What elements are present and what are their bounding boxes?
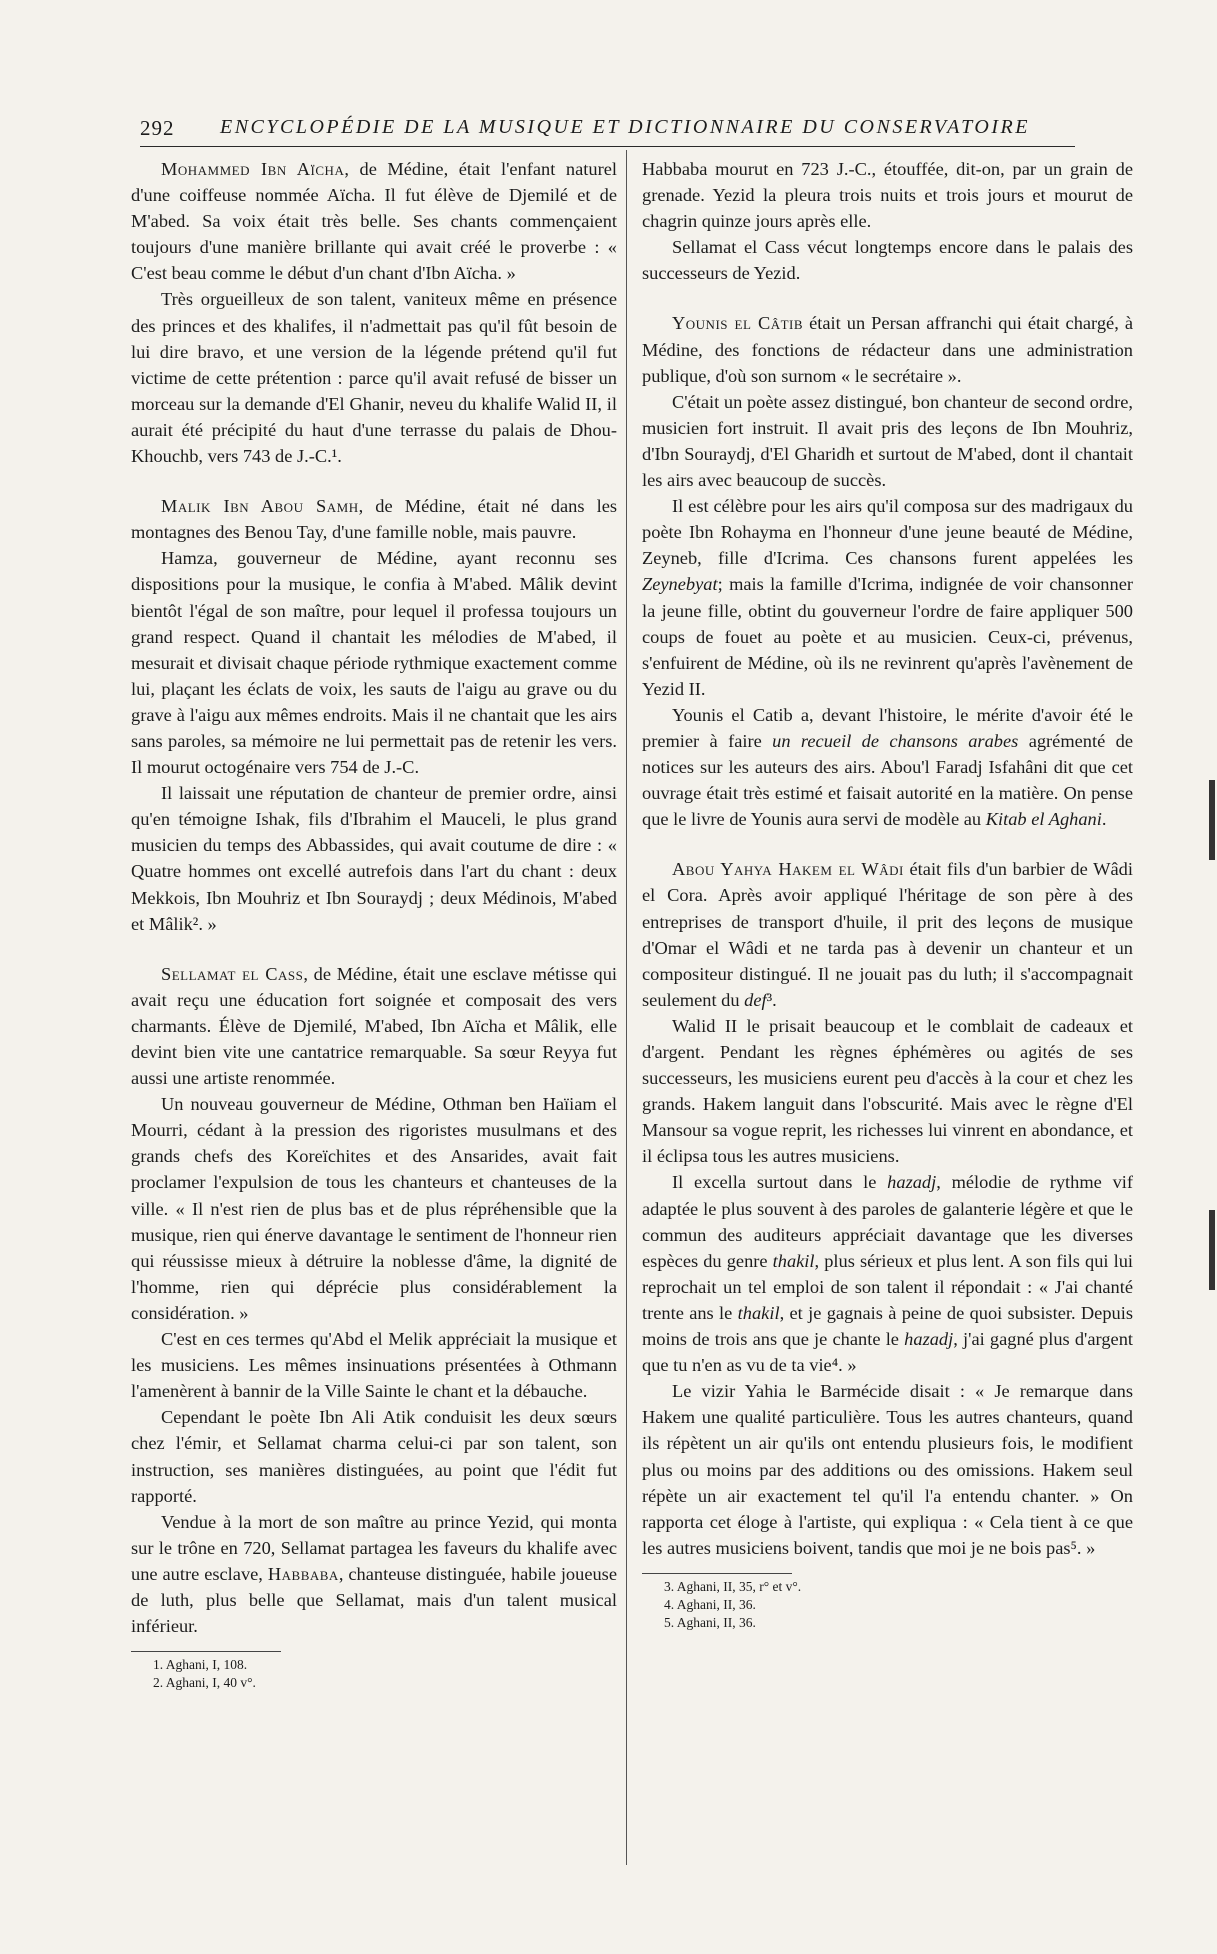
footnote: 4. Aghani, II, 36. [664, 1596, 756, 1612]
paragraph [131, 493, 617, 545]
left-column [131, 156, 617, 1692]
paragraph [642, 856, 1133, 1013]
paragraph: Hamza, gouverneur de Médine, ayant reconnu ses dispositions pour la musique, le confia à M'abed. Mâlik devint bientôt l'égal de son maître, pour lequel il professa toujours un grand respect. Quand il chantait les mélodies de M'abed, il mesurait et divisait chaque période rythmique exactement comme lui, plaçant les éclats de voix, les sauts de l'aigu au grave ou du grave à l'aigu aux mêmes endroits. Mais il ne chantait que les airs sans paroles, sa mémoire ne lui permettait pas de retenir les vers. Il mourut octogénaire vers 754 de J.-C. [131, 548, 617, 778]
paragraph-text: agrémenté de notices sur les auteurs des airs. Abou'l Faradj Isfahâni dit que cet ouvrage était très estimé et faisait autorité en la matière. On pense que le livre de Younis aura servi de modèle au [642, 730, 1134, 830]
scan-edge-mark [1209, 1210, 1215, 1290]
paragraph-text: , de Médine, était né dans les montagnes des Benou Tay, d'une famille noble, mais pauvre. [131, 496, 618, 543]
page-number: 292 [140, 116, 175, 140]
footnote: 1. Aghani, I, 108. [153, 1657, 248, 1673]
running-title: ENCYCLOPÉDIE DE LA MUSIQUE ET DICTIONNAIRE DU CONSERVATOIRE [220, 116, 1030, 138]
italic-term: def [744, 989, 767, 1010]
italic-term: thakil [772, 1250, 815, 1271]
footnote: 2. Aghani, I, 40 v°. [153, 1675, 256, 1691]
paragraph: Sellamat el Cass vécut longtemps encore dans le palais des successeurs de Yezid. [642, 237, 1133, 284]
column-divider [626, 150, 627, 1865]
paragraph-text: . [1101, 809, 1107, 830]
running-header [140, 116, 1075, 147]
paragraph [642, 310, 1133, 388]
paragraph [131, 961, 617, 1091]
footnote: 5. Aghani, II, 36. [664, 1614, 756, 1630]
paragraph-text: ³. [766, 989, 777, 1010]
entry-name: Mohammed Ibn Aïcha [161, 159, 345, 179]
entry-name: Habbaba [267, 1563, 339, 1584]
paragraph-text: était un Persan affranchi qui était chargé, à Médine, des fonctions de rédacteur dans une administration publique, d'où son surnom « le secrétaire ». [642, 313, 1133, 386]
paragraph-text: , plus sérieux et plus lent. A son fils qui lui reprochait un tel emploi de son talent il répondait : « J'ai chanté trente ans le [642, 1250, 1134, 1323]
paragraph-text: , de Médine, était une esclave métisse qui avait reçu une éducation fort soignée et composait des vers charmants. Élève de Djemilé, M'abed, Ibn Aïcha et Mâlik, elle devint bien vite une cantatrice remarquable. Sa sœur Reyya fut aussi une artiste renommée. [131, 963, 617, 1089]
entry-name: Younis el Câtib [672, 313, 804, 334]
italic-term: un recueil de chansons arabes [772, 730, 1019, 751]
paragraph: C'est en ces termes qu'Abd el Melik appréciait la musique et les musiciens. Les mêmes insinuations présentées à Othmann l'amenèrent à bannir de la Ville Sainte le chant et la débauche. [131, 1329, 617, 1402]
italic-term: Kitab el Aghani [985, 809, 1102, 830]
right-column [642, 156, 1133, 1632]
italic-term: thakil [737, 1302, 780, 1323]
italic-term: hazadj [887, 1172, 937, 1193]
footnotes [642, 1573, 802, 1632]
scan-edge-mark [1209, 780, 1215, 860]
entry-name: Abou Yahya Hakem el Wâdi [672, 859, 904, 880]
paragraph: C'était un poète assez distingué, bon chanteur de second ordre, musicien fort instruit. Il avait pris des leçons de Ibn Mouhriz, d'Ibn Souraydj, d'El Gharidh et surtout de M'abed, dont il chantait les airs avec beaucoup de succès. [642, 391, 1133, 491]
paragraph-text: Vendue à la mort de son maître au prince Yezid, qui monta sur le trône en 720, Sellamat partagea les faveurs du khalife avec une autre esclave, [131, 1511, 617, 1584]
paragraph: Walid II le prisait beaucoup et le comblait de cadeaux et d'argent. Pendant les règnes éphémères ou agités de ses successeurs, les musiciens eurent peu d'accès à la cour et chez les grands. Hakem languit dans l'obscurité. Mais avec le règne d'El Mansour sa vogue reprit, les richesses lui vinrent en abondance, et il éclipsa tous les autres musiciens. [642, 1015, 1133, 1167]
paragraph [642, 1169, 1133, 1378]
paragraph-text: était fils d'un barbier de Wâdi el Cora. Après avoir appliqué l'héritage de son père à des entreprises de transport d'huile, il prit des leçons de musique d'Omar el Wâdi et ne tarda pas à devenir un chanteur et un compositeur distingué. Il ne jouait pas du luth; il s'accompagnait seulement du [642, 859, 1133, 1010]
paragraph-text: , mélodie de rythme vif adaptée le plus souvent à des paroles de galanterie légère et que le commun des auditeurs appréciait davantage que les diverses espèces du genre [642, 1172, 1133, 1271]
paragraph: Un nouveau gouverneur de Médine, Othman ben Haïiam el Mourri, cédant à la pression des rigoristes musulmans et des grands chefs des Koreïchites et des Ansarides, avait fait proclamer l'expulsion de tous les chanteurs et chanteuses de la ville. « Il n'est rien de plus bas et de plus répréhensible que la musique, rien qui énerve davantage le sentiment de l'honneur rien qui réussisse mieux à détruire la noblesse d'âme, la dignité de l'homme, rien qui déprécie plus considérablement la considération. » [131, 1094, 617, 1323]
paragraph-text: Younis el Catib a, devant l'histoire, le mérite d'avoir été le premier à faire [642, 704, 1133, 751]
paragraph: Cependant le poète Ibn Ali Atik conduisit les deux sœurs chez l'émir, et Sellamat charma celui-ci par son talent, son instruction, ses manières distinguées, au point que l'édit fut rapporté. [131, 1407, 617, 1506]
paragraph [131, 156, 617, 286]
paragraph: Habbaba mourut en 723 J.-C., étouffée, dit-on, par un grain de grenade. Yezid la pleura trois nuits et trois jours et mourut de chagrin quinze jours après elle. [642, 159, 1133, 232]
paragraph [642, 702, 1133, 832]
paragraph-text: , et je gagnais à peine de quoi subsister. Depuis moins de trois ans que je chante le [642, 1302, 1133, 1350]
paragraph-text: , de Médine, était l'enfant naturel d'une coiffeuse nommée Aïcha. Il fut élève de Djemilé et de M'abed. Sa voix était très belle. Ses chants commençaient toujours d'une manière brillante qui avait créé le proverbe : « C'est beau comme le début d'un chant d'Ibn Aïcha. » [131, 159, 617, 284]
paragraph: Le vizir Yahia le Barmécide disait : « Je remarque dans Hakem une qualité particulière. Tous les autres chanteurs, quand ils répètent un air qu'ils ont entendu plusieurs fois, le modifient plus ou moins par des additions ou des omissions. Hakem seul répète un air exactement tel qu'il l'a entendu chanter. » On rapporta cet éloge à l'artiste, qui expliqua : « Cela tient à ce que les autres musiciens boivent, tandis que moi je ne bois pas⁵. » [642, 1381, 1133, 1558]
entry-name: Malik Ibn Abou Samh [161, 496, 359, 517]
italic-term: hazadj [904, 1329, 954, 1350]
footnote: 3. Aghani, II, 35, r° et v°. [664, 1578, 802, 1594]
paragraph-text: , j'ai gagné plus d'argent que tu n'en as vu de ta vie⁴. » [642, 1329, 1133, 1376]
paragraph [642, 493, 1133, 702]
entry-name: Sellamat el Cass [161, 963, 304, 984]
paragraph-text: , chanteuse distinguée, habile joueuse de luth, plus belle que Sellamat, mais d'un talent musical inférieur. [131, 1563, 618, 1637]
paragraph-text: Il excella surtout dans le [672, 1172, 888, 1193]
footnotes [131, 1651, 281, 1692]
paragraph-text: ; mais la famille d'Icrima, indignée de voir chansonner la jeune fille, obtint du gouverneur l'ordre de faire appliquer 500 coups de fouet au poète et au musicien. Ceux-ci, prévenus, s'enfuirent de Médine, où ils ne revinrent qu'après l'avènement de Yezid II. [642, 574, 1133, 699]
paragraph: Très orgueilleux de son talent, vaniteux même en présence des princes et des khalifes, il n'admettait pas qu'il fût besoin de lui dire bravo, et une version de la légende prétend qu'il fut victime de cette prétention : parce qu'il avait refusé de bisser un morceau sur la demande d'El Ghanir, neveu du khalife Walid II, il aurait été précipité du haut d'une terrasse du palais de Dhou-Khouchb, vers 743 de J.-C.¹. [131, 289, 617, 467]
paragraph: Il laissait une réputation de chanteur de premier ordre, ainsi qu'en témoigne Ishak, fils d'Ibrahim el Mauceli, le plus grand musicien du temps des Abbassides, qui avait coutume de dire : « Quatre hommes ont excellé autrefois dans l'art du chant : deux Mekkois, Ibn Mouhriz et Ibn Souraydj ; deux Médinois, M'abed et Mâlik². » [131, 783, 617, 934]
paragraph-text: Il est célèbre pour les airs qu'il composa sur des madrigaux du poète Ibn Rohayma en l'honneur d'une jeune beauté de Médine, Zeyneb, fille d'Icrima. Ces chansons furent appelées les [642, 496, 1133, 569]
paragraph [131, 1509, 617, 1639]
italic-term: Zeynebyat [642, 574, 718, 595]
